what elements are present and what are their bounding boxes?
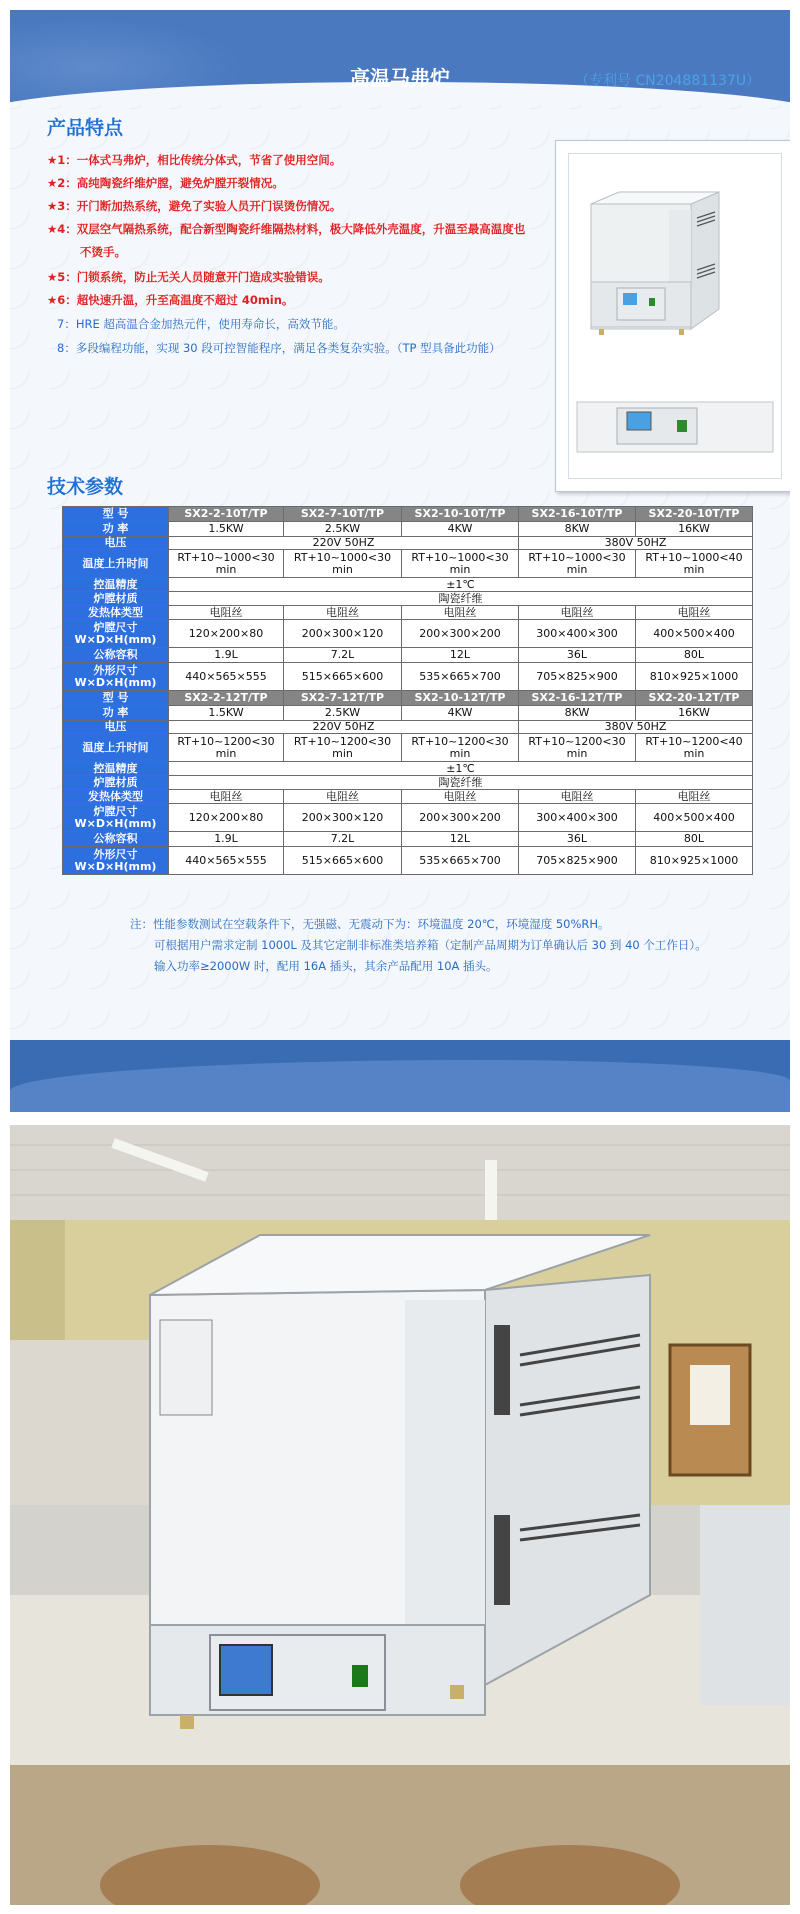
row-label-heater-type: 发热体类型	[63, 606, 169, 620]
table-row	[63, 706, 753, 721]
model-name: SX2-20-10T/TP	[636, 507, 753, 522]
table-row	[63, 790, 753, 804]
table-row	[63, 522, 753, 537]
outer-size-value: 705×825×900	[519, 663, 636, 691]
model-name: SX2-2-10T/TP	[169, 507, 284, 522]
row-label-chamber-size: 炉膛尺寸 W×D×H(mm)	[63, 804, 169, 832]
feature-item: 不烫手。	[80, 245, 126, 259]
chamber-size-value: 300×400×300	[519, 804, 636, 832]
ramp-value: RT+10~1000<30 min	[402, 550, 519, 578]
accuracy-value: ±1℃	[169, 578, 753, 592]
heater-type-value: 电阻丝	[519, 790, 636, 804]
model-name: SX2-10-12T/TP	[402, 691, 519, 706]
chamber-size-value: 200×300×120	[284, 804, 402, 832]
table-row	[63, 663, 753, 691]
model-name: SX2-16-10T/TP	[519, 507, 636, 522]
chamber-size-value: 200×300×200	[402, 804, 519, 832]
chamber-size-value: 300×400×300	[519, 620, 636, 648]
row-label-chamber-material: 炉膛材质	[63, 776, 169, 790]
feature-item: ★2：高纯陶瓷纤维炉膛，避免炉膛开裂情况。	[47, 176, 284, 190]
ramp-value: RT+10~1200<30 min	[284, 734, 402, 762]
voltage-value: 380V 50HZ	[519, 721, 753, 734]
accuracy-value: ±1℃	[169, 762, 753, 776]
power-value: 1.5KW	[169, 706, 284, 721]
feature-item: ★6：超快速升温，升至高温度不超过 40min。	[47, 293, 294, 307]
power-value: 16KW	[636, 706, 753, 721]
volume-value: 12L	[402, 832, 519, 847]
specs-heading: 技术参数	[47, 476, 124, 498]
chamber-size-value: 200×300×200	[402, 620, 519, 648]
chamber-size-value: 120×200×80	[169, 804, 284, 832]
volume-value: 1.9L	[169, 648, 284, 663]
power-value: 8KW	[519, 522, 636, 537]
model-name: SX2-16-12T/TP	[519, 691, 636, 706]
chamber-size-value: 200×300×120	[284, 620, 402, 648]
power-value: 2.5KW	[284, 706, 402, 721]
heater-type-value: 电阻丝	[284, 790, 402, 804]
volume-value: 12L	[402, 648, 519, 663]
table-row	[63, 507, 753, 522]
muffle-furnace-photo	[569, 154, 781, 478]
table-row	[63, 734, 753, 762]
row-label-chamber-material: 炉膛材质	[63, 592, 169, 606]
row-label-model: 型 号	[63, 507, 169, 522]
row-label-outer-size: 外形尺寸 W×D×H(mm)	[63, 663, 169, 691]
table-row	[63, 762, 753, 776]
table-row	[63, 648, 753, 663]
table-row	[63, 721, 753, 734]
volume-value: 36L	[519, 648, 636, 663]
ramp-value: RT+10~1200<30 min	[402, 734, 519, 762]
outer-size-value: 440×565×555	[169, 847, 284, 875]
features-heading: 产品特点	[47, 117, 124, 139]
laboratory-photo	[10, 1125, 790, 1905]
table-row	[63, 832, 753, 847]
volume-value: 80L	[636, 648, 753, 663]
table-row	[63, 578, 753, 592]
feature-item: 8：多段编程功能，实现 30 段可控智能程序，满足各类复杂实验。（TP 型具备此功能）	[57, 341, 501, 355]
row-label-voltage: 电压	[63, 721, 169, 734]
note-line-2: 可根据用户需求定制 1000L 及其它定制非标准类培养箱（定制产品周期为订单确认后 30 到 40 个工作日）。	[154, 938, 707, 952]
power-value: 4KW	[402, 522, 519, 537]
table-row	[63, 592, 753, 606]
chamber-material-value: 陶瓷纤维	[169, 592, 753, 606]
volume-value: 7.2L	[284, 832, 402, 847]
power-value: 16KW	[636, 522, 753, 537]
ramp-value: RT+10~1200<30 min	[169, 734, 284, 762]
feature-item: ★3：开门断加热系统，避免了实验人员开门误烫伤情况。	[47, 199, 342, 213]
power-value: 4KW	[402, 706, 519, 721]
table-row	[63, 606, 753, 620]
row-label-accuracy: 控温精度	[63, 578, 169, 592]
ramp-value: RT+10~1000<30 min	[519, 550, 636, 578]
row-label-power: 功 率	[63, 522, 169, 537]
feature-item: 7：HRE 超高温合金加热元件，使用寿命长，高效节能。	[57, 317, 345, 331]
model-name: SX2-2-12T/TP	[169, 691, 284, 706]
table-row	[63, 537, 753, 550]
chamber-size-value: 120×200×80	[169, 620, 284, 648]
volume-value: 1.9L	[169, 832, 284, 847]
row-label-volume: 公称容积	[63, 648, 169, 663]
table-row	[63, 804, 753, 832]
heater-type-value: 电阻丝	[169, 790, 284, 804]
model-name: SX2-7-10T/TP	[284, 507, 402, 522]
voltage-value: 380V 50HZ	[519, 537, 753, 550]
row-label-power: 功 率	[63, 706, 169, 721]
chamber-size-value: 400×500×400	[636, 804, 753, 832]
table-row	[63, 776, 753, 790]
power-value: 1.5KW	[169, 522, 284, 537]
volume-value: 7.2L	[284, 648, 402, 663]
row-label-outer-size: 外形尺寸 W×D×H(mm)	[63, 847, 169, 875]
feature-item: ★5：门锁系统，防止无关人员随意开门造成实验错误。	[47, 270, 330, 284]
row-label-ramp: 温度上升时间	[63, 550, 169, 578]
furnace-in-laboratory-photo	[10, 1125, 790, 1905]
row-label-voltage: 电压	[63, 537, 169, 550]
volume-value: 36L	[519, 832, 636, 847]
heater-type-value: 电阻丝	[402, 790, 519, 804]
power-value: 8KW	[519, 706, 636, 721]
model-name: SX2-10-10T/TP	[402, 507, 519, 522]
product-info-panel	[10, 10, 790, 1112]
outer-size-value: 705×825×900	[519, 847, 636, 875]
row-label-heater-type: 发热体类型	[63, 790, 169, 804]
outer-size-value: 515×665×600	[284, 847, 402, 875]
table-row	[63, 847, 753, 875]
product-photo-frame	[555, 140, 790, 492]
model-name: SX2-7-12T/TP	[284, 691, 402, 706]
voltage-value: 220V 50HZ	[169, 721, 519, 734]
heater-type-value: 电阻丝	[636, 790, 753, 804]
table-row	[63, 550, 753, 578]
outer-size-value: 535×665×700	[402, 663, 519, 691]
heater-type-value: 电阻丝	[284, 606, 402, 620]
outer-size-value: 440×565×555	[169, 663, 284, 691]
feature-item: ★4：双层空气隔热系统，配合新型陶瓷纤维隔热材料，极大降低外壳温度，升温至最高温度也	[47, 222, 526, 236]
product-photo	[568, 153, 782, 479]
power-value: 2.5KW	[284, 522, 402, 537]
heater-type-value: 电阻丝	[519, 606, 636, 620]
table-row	[63, 691, 753, 706]
patent-number: （专利号 CN204881137U）	[575, 73, 761, 89]
chamber-size-value: 400×500×400	[636, 620, 753, 648]
outer-size-value: 810×925×1000	[636, 663, 753, 691]
heater-type-value: 电阻丝	[636, 606, 753, 620]
row-label-volume: 公称容积	[63, 832, 169, 847]
outer-size-value: 535×665×700	[402, 847, 519, 875]
volume-value: 80L	[636, 832, 753, 847]
page-title: 高温马弗炉	[350, 66, 450, 90]
row-label-accuracy: 控温精度	[63, 762, 169, 776]
outer-size-value: 515×665×600	[284, 663, 402, 691]
table-row	[63, 620, 753, 648]
spec-table	[62, 506, 753, 875]
heater-type-value: 电阻丝	[169, 606, 284, 620]
outer-size-value: 810×925×1000	[636, 847, 753, 875]
model-name: SX2-20-12T/TP	[636, 691, 753, 706]
row-label-ramp: 温度上升时间	[63, 734, 169, 762]
note-line-3: 输入功率≥2000W 时，配用 16A 插头，其余产品配用 10A 插头。	[154, 959, 498, 973]
chamber-material-value: 陶瓷纤维	[169, 776, 753, 790]
ramp-value: RT+10~1200<30 min	[519, 734, 636, 762]
note-line-1: 注：性能参数测试在空载条件下，无强磁、无震动下为：环境温度 20℃，环境湿度 50%RH。	[130, 917, 610, 931]
ramp-value: RT+10~1200<40 min	[636, 734, 753, 762]
row-label-chamber-size: 炉膛尺寸 W×D×H(mm)	[63, 620, 169, 648]
feature-item: ★1：一体式马弗炉，相比传统分体式，节省了使用空间。	[47, 153, 342, 167]
heater-type-value: 电阻丝	[402, 606, 519, 620]
voltage-value: 220V 50HZ	[169, 537, 519, 550]
ramp-value: RT+10~1000<30 min	[284, 550, 402, 578]
row-label-model: 型 号	[63, 691, 169, 706]
ramp-value: RT+10~1000<30 min	[169, 550, 284, 578]
ramp-value: RT+10~1000<40 min	[636, 550, 753, 578]
